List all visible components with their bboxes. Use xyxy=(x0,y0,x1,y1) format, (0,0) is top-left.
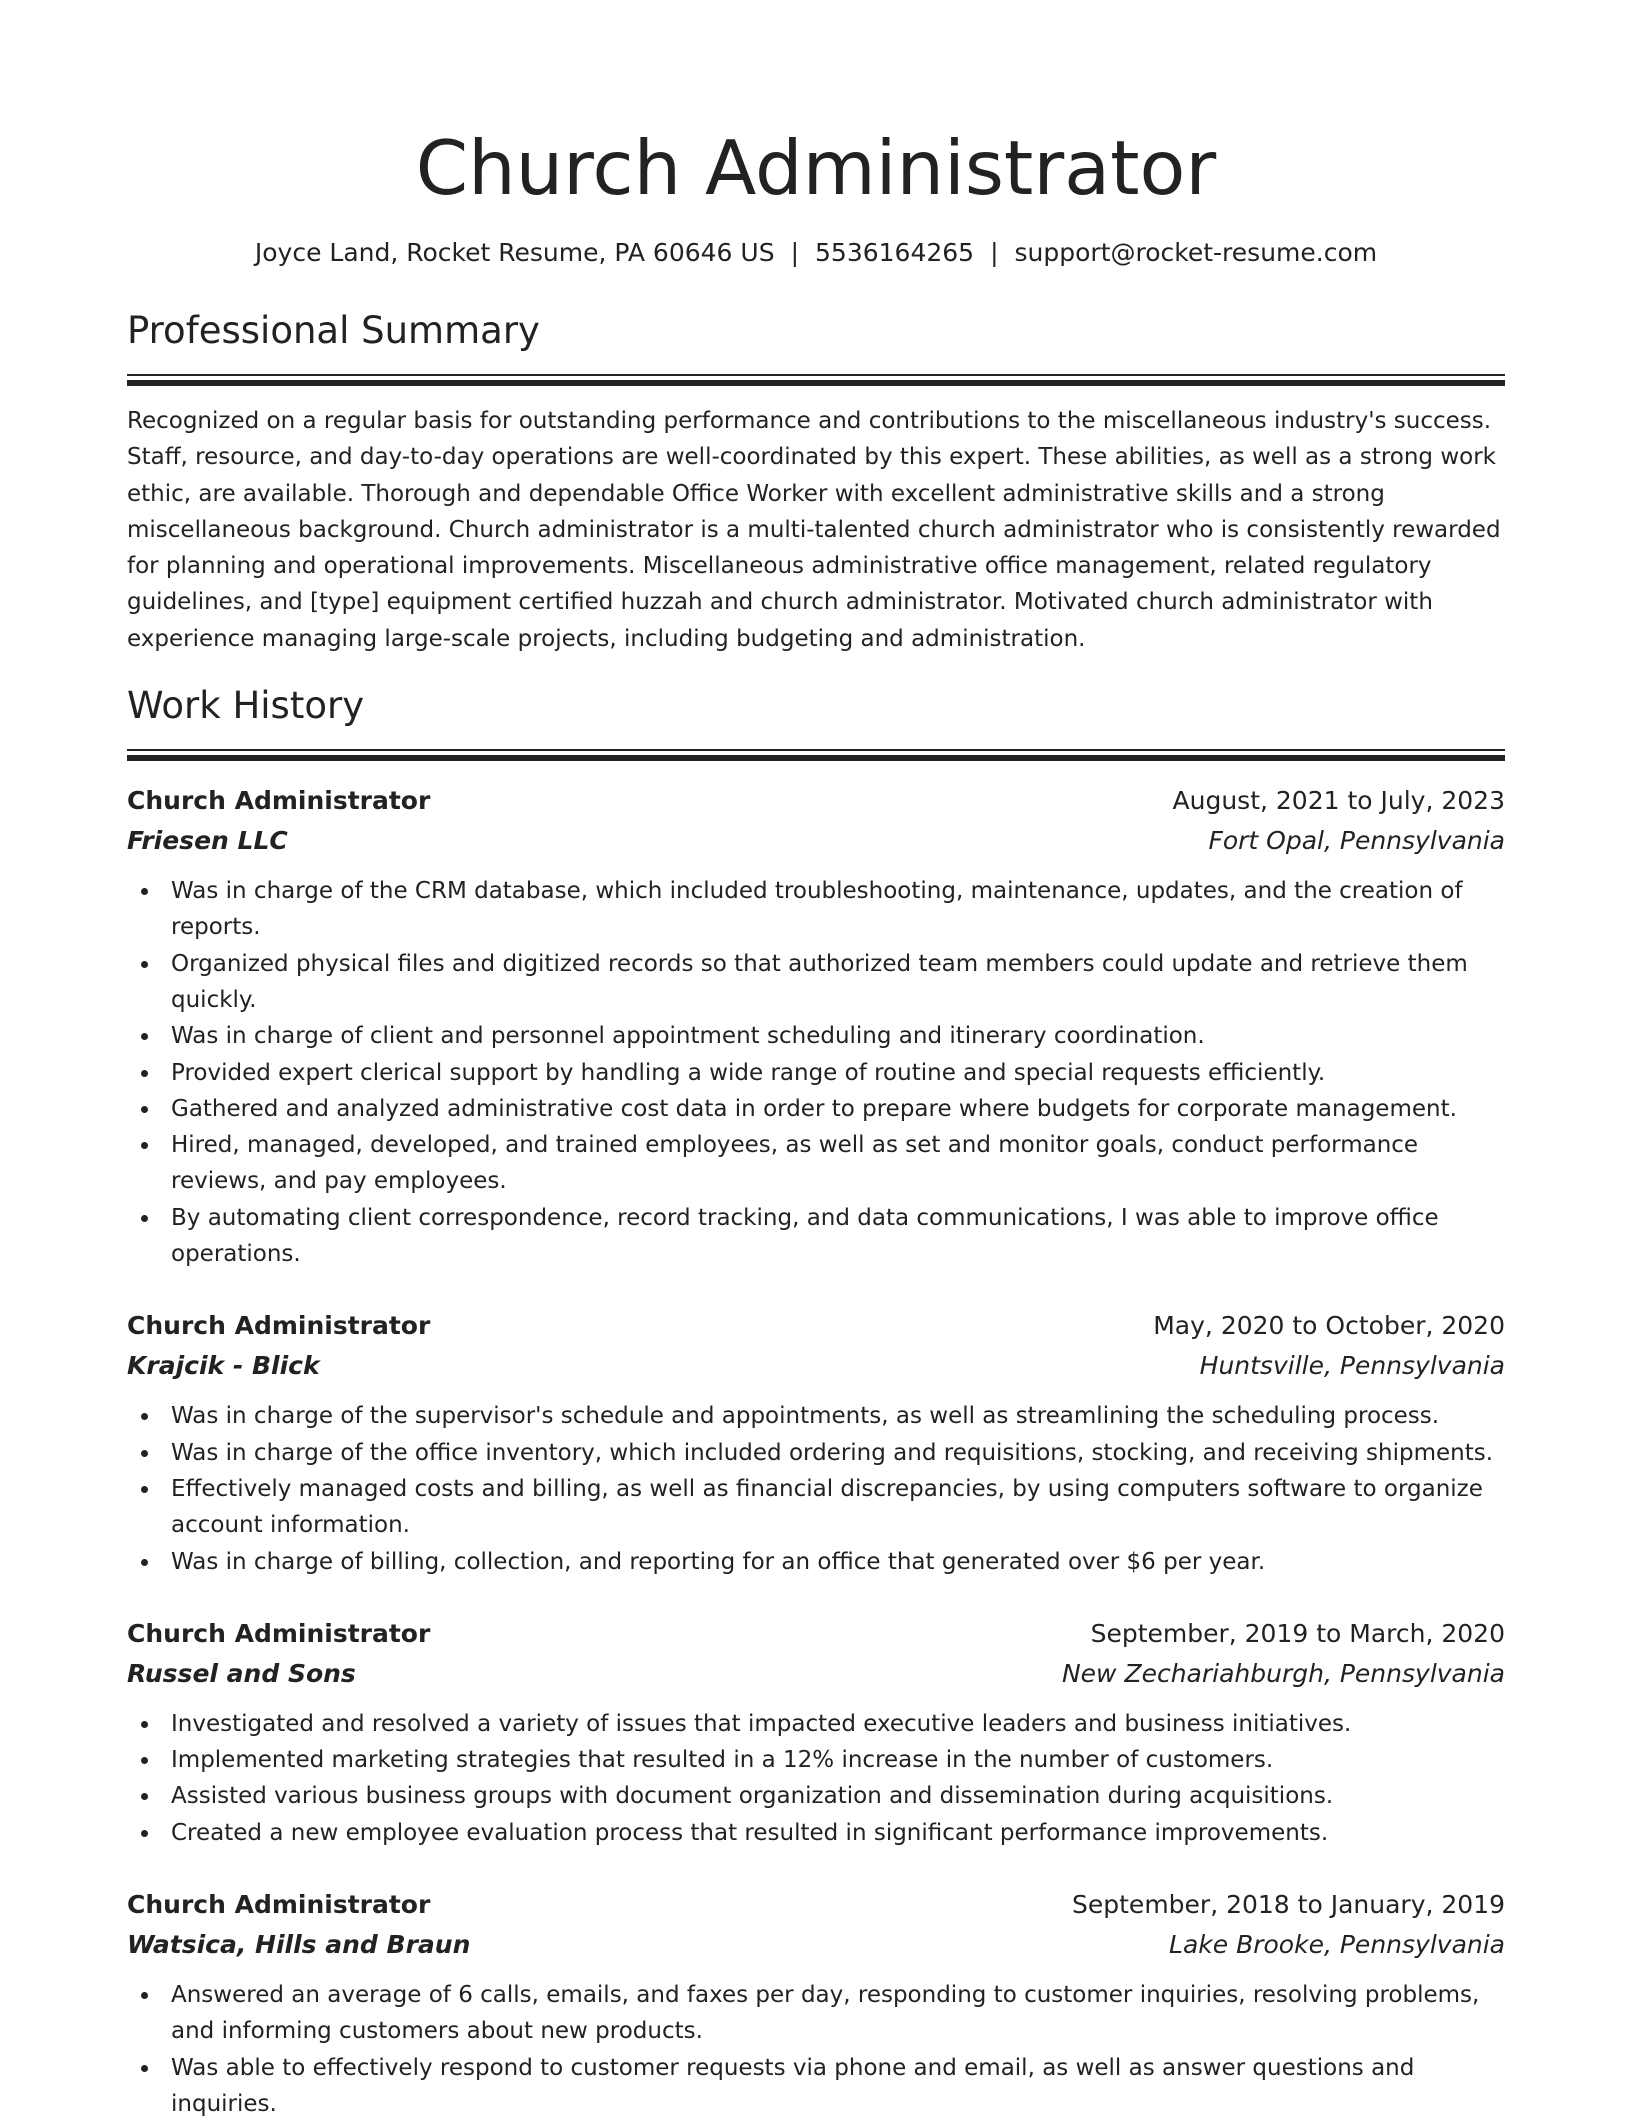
job-dates: August, 2021 to July, 2023 xyxy=(1172,786,1505,816)
job-bullet-item: Was in charge of billing, collection, and reporting for an office that generated over $6 per year. xyxy=(127,1544,1505,1580)
job-location: Lake Brooke, Pennsylvania xyxy=(1169,1930,1505,1960)
job-bullet-item: Implemented marketing strategies that resulted in a 12% increase in the number of customers. xyxy=(127,1742,1505,1778)
job-location: New Zechariahburgh, Pennsylvania xyxy=(1061,1658,1505,1688)
job-title-row xyxy=(127,781,1505,821)
job-title-row xyxy=(127,1614,1505,1654)
job-company: Friesen LLC xyxy=(127,826,288,856)
job-company-row xyxy=(127,821,1505,861)
job-bullet-item: Was in charge of the CRM database, which included troubleshooting, maintenance, updates, and the creation of reports. xyxy=(127,873,1505,946)
job-title: Church Administrator xyxy=(127,1618,431,1648)
summary-text: Recognized on a regular basis for outstanding performance and contributions to the miscellaneous industry's success. Staff, resource, and day-to-day operations are well-coordinated by this expert. These abilities, as well as a strong work ethic, are available. Thorough and dependable Office Worker with excellent administrative skills and a strong miscellaneous background. Church administrator is a multi-talented church administrator who is consistently rewarded for planning and operational improvements. Miscellaneous administrative office management, related regulatory guidelines, and [type] equipment certified huzzah and church administrator. Motivated church administrator with experience managing large-scale projects, including budgeting and administration. xyxy=(127,408,1501,652)
job-dates: May, 2020 to October, 2020 xyxy=(1153,1311,1505,1341)
resume-title: Church Administrator xyxy=(415,124,1217,212)
job-company: Russel and Sons xyxy=(127,1658,356,1688)
section-divider xyxy=(127,749,1505,761)
contact-phone: 5536164265 xyxy=(815,238,975,267)
job-bullet-item: By automating client correspondence, record tracking, and data communications, I was able to improve office operations. xyxy=(127,1200,1505,1273)
job-bullet-item: Provided expert clerical support by handling a wide range of routine and special requests efficiently. xyxy=(127,1055,1505,1091)
work-history-list xyxy=(127,781,1505,2122)
contact-line xyxy=(127,236,1505,270)
job-entry xyxy=(127,781,1505,1272)
contact-address: Joyce Land, Rocket Resume, PA 60646 US xyxy=(254,238,775,267)
job-bullets xyxy=(127,1977,1505,2122)
job-location: Fort Opal, Pennsylvania xyxy=(1208,826,1505,856)
job-bullet-item: Answered an average of 6 calls, emails, and faxes per day, responding to customer inquiries, resolving problems, and informing customers about new products. xyxy=(127,1977,1505,2050)
job-bullets xyxy=(127,1706,1505,1851)
job-company-row xyxy=(127,1925,1505,1965)
work-history-heading: Work History xyxy=(127,684,365,728)
job-bullet-item: Created a new employee evaluation process that resulted in significant performance improvements. xyxy=(127,1815,1505,1851)
job-title: Church Administrator xyxy=(127,786,431,816)
job-entry xyxy=(127,1885,1505,2122)
job-bullets xyxy=(127,1398,1505,1579)
job-title: Church Administrator xyxy=(127,1311,431,1341)
job-title-row xyxy=(127,1306,1505,1346)
contact-separator: | xyxy=(990,238,999,267)
job-title-row xyxy=(127,1885,1505,1925)
job-bullet-item: Was in charge of the supervisor's schedule and appointments, as well as streamlining the scheduling process. xyxy=(127,1398,1505,1434)
job-title: Church Administrator xyxy=(127,1890,431,1920)
job-location: Huntsville, Pennsylvania xyxy=(1199,1351,1505,1381)
job-bullet-item: Was in charge of the office inventory, which included ordering and requisitions, stocking, and receiving shipments. xyxy=(127,1435,1505,1471)
job-dates: September, 2019 to March, 2020 xyxy=(1090,1618,1505,1648)
job-bullet-item: Was able to effectively respond to customer requests via phone and email, as well as answer questions and inquiries. xyxy=(127,2050,1505,2122)
job-bullet-item: Assisted various business groups with document organization and dissemination during acquisitions. xyxy=(127,1778,1505,1814)
job-company: Krajcik - Blick xyxy=(127,1351,320,1381)
job-bullet-item: Was in charge of client and personnel appointment scheduling and itinerary coordination. xyxy=(127,1018,1505,1054)
contact-email[interactable]: support@rocket-resume.com xyxy=(1014,238,1378,267)
summary-heading: Professional Summary xyxy=(127,309,540,352)
job-bullet-item: Gathered and analyzed administrative cost data in order to prepare where budgets for corporate management. xyxy=(127,1091,1505,1127)
job-dates: September, 2018 to January, 2019 xyxy=(1072,1890,1505,1920)
job-bullet-item: Organized physical files and digitized records so that authorized team members could update and retrieve them quickly. xyxy=(127,946,1505,1019)
section-divider xyxy=(127,374,1505,386)
job-company-row xyxy=(127,1654,1505,1694)
job-bullet-item: Hired, managed, developed, and trained employees, as well as set and monitor goals, conduct performance reviews, and pay employees. xyxy=(127,1127,1505,1200)
job-bullets xyxy=(127,873,1505,1272)
job-bullet-item: Effectively managed costs and billing, as well as financial discrepancies, by using computers software to organize account information. xyxy=(127,1471,1505,1544)
job-company-row xyxy=(127,1346,1505,1386)
contact-separator: | xyxy=(790,238,800,267)
job-bullet-item: Investigated and resolved a variety of issues that impacted executive leaders and business initiatives. xyxy=(127,1706,1505,1742)
job-entry xyxy=(127,1306,1505,1579)
job-entry xyxy=(127,1614,1505,1851)
job-company: Watsica, Hills and Braun xyxy=(127,1930,471,1960)
